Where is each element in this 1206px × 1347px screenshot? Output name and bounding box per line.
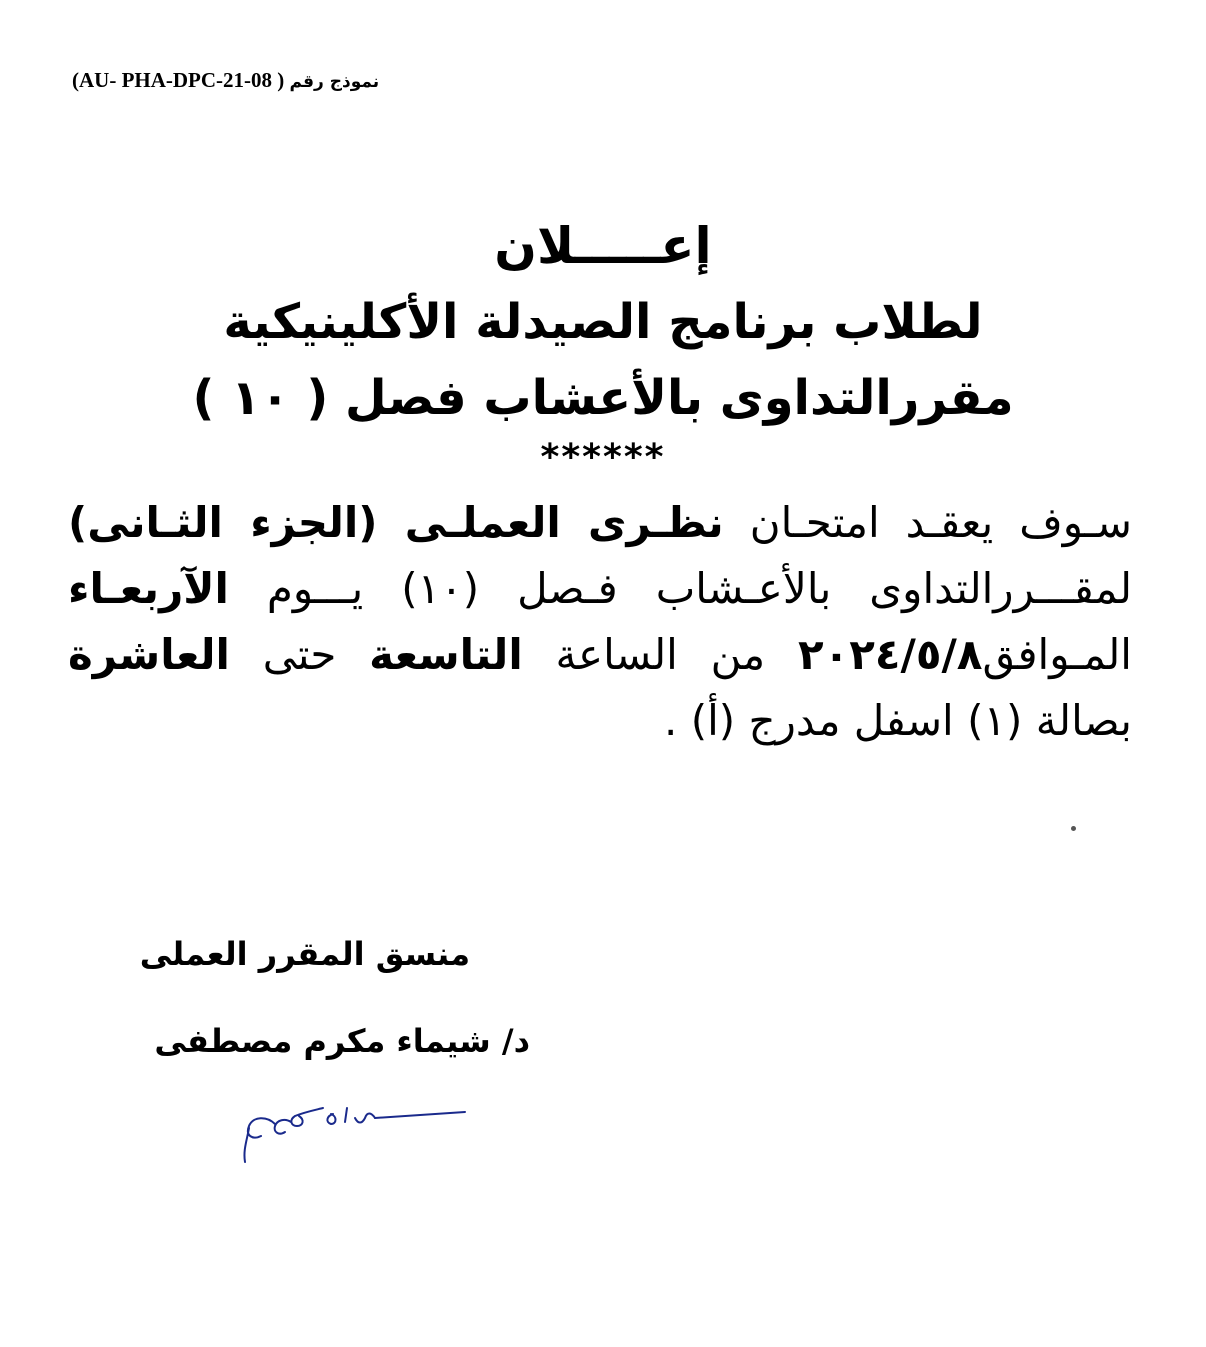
coordinator-name: د/ شيماء مكرم مصطفى xyxy=(154,1022,530,1060)
form-number-label: نموذج رقم xyxy=(289,72,380,92)
exam-day: الآربعـاء xyxy=(68,564,229,613)
end-time: العاشرة xyxy=(68,630,230,679)
separator: ****** xyxy=(540,437,666,478)
exam-type: نظـرى العملـى (الجزء الثـانى) xyxy=(68,498,724,547)
body-text-1: سـوف يعقـد امتحـان xyxy=(749,498,1132,547)
scan-speck xyxy=(1071,826,1076,831)
coordinator-role: منسق المقرر العملى xyxy=(139,935,470,973)
body-text-4: من الساعة xyxy=(555,630,766,679)
announcement-title: إعـــــلان xyxy=(494,217,712,275)
start-time: التاسعة xyxy=(369,630,523,679)
announcement-header xyxy=(0,208,1206,478)
course-name: مقررالتداوى بالأعشاب فصل ( ١٠ ) xyxy=(192,370,1014,426)
body-text-3: المـوافق xyxy=(982,630,1132,679)
body-text-2: لمقـــررالتداوى بالأعـشاب فـصل (١٠) يـــوم xyxy=(266,564,1132,613)
exam-location: بصالة (١) اسفل مدرج (أ) . xyxy=(664,696,1132,745)
body-text-5: حتى xyxy=(262,630,337,679)
handwritten-signature xyxy=(235,1100,475,1174)
exam-date: ٢٠٢٤/٥/٨ xyxy=(797,630,983,679)
announcement-body xyxy=(68,490,1132,754)
form-number xyxy=(72,68,452,93)
form-number-code: ( AU- PHA-DPC-21-08) xyxy=(72,68,285,92)
target-audience: لطلاب برنامج الصيدلة الأكلينيكية xyxy=(223,294,983,350)
